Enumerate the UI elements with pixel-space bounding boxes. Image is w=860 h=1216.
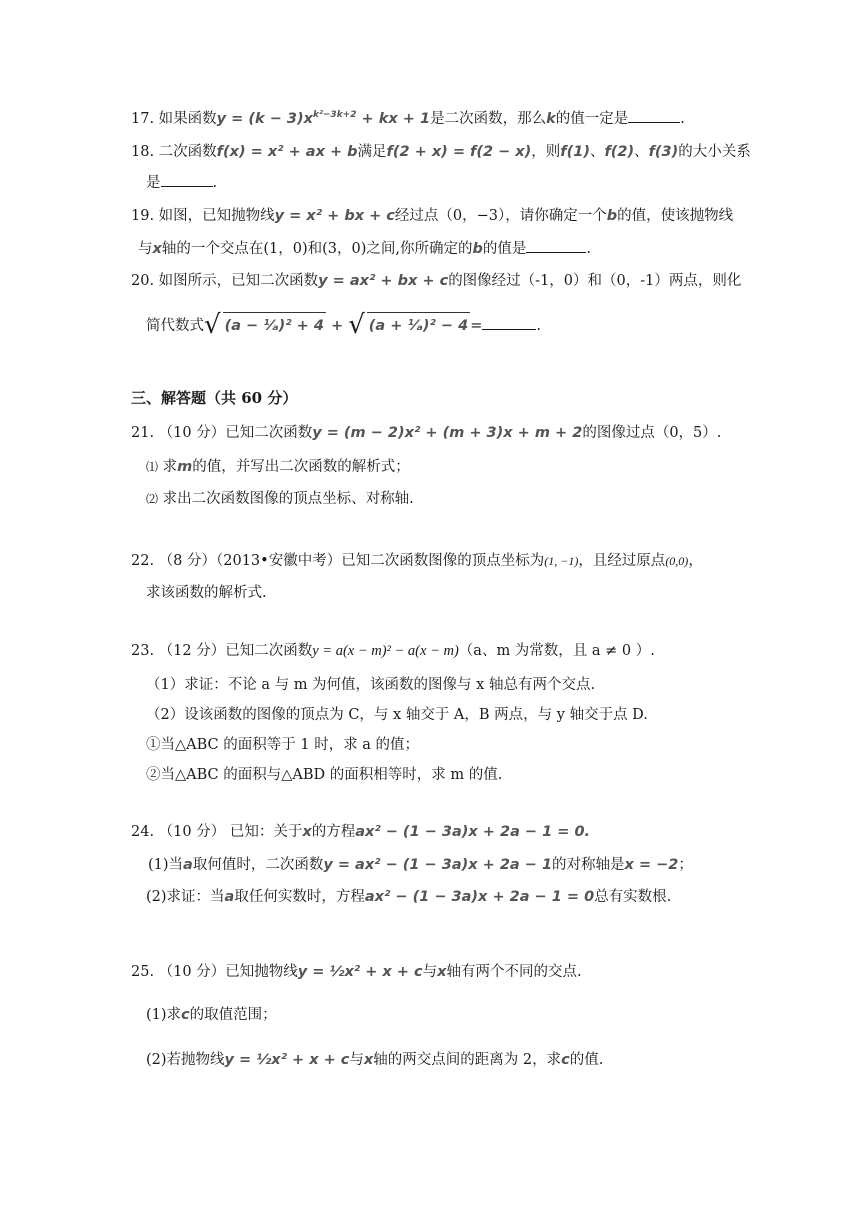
q18-condition: f(2 + x) = f(2 − x): [386, 144, 532, 160]
q22-origin: (0,0): [665, 554, 689, 568]
q25-p1-b: 的取值范围；: [189, 1007, 277, 1023]
q25-mid: 与: [422, 964, 438, 980]
q18-end: .: [212, 175, 218, 191]
q17-var: k: [546, 111, 556, 127]
q24-p1-end: ；: [678, 857, 693, 873]
q21-p1-a: 求: [158, 459, 178, 475]
q23-tail: （a、m 为常数，且 a ≠ 0 ）.: [458, 643, 655, 659]
question-21: [131, 423, 721, 443]
q18-sep2: 、: [634, 144, 649, 160]
q20-line2: 简代数式: [146, 318, 204, 334]
q17-formula-a: y = (k − 3)x: [216, 111, 313, 127]
q20-prefix: 20. 如图所示，已知二次函数: [131, 273, 319, 289]
q19-tail: 的值，使该抛物线: [617, 208, 734, 224]
q23-sub2: ②当△ABC 的面积与△ABD 的面积相等时，求 m 的值.: [146, 767, 503, 783]
question-22-line2: 求该函数的解析式.: [146, 585, 267, 601]
q18-f1: f(1): [560, 144, 590, 160]
q25-tail: 轴有两个不同的交点.: [446, 964, 582, 980]
q20-radical-1: (a − ¹⁄ₐ)² + 4: [223, 312, 326, 339]
question-18: [131, 142, 751, 162]
q18-f3: f(3): [648, 144, 679, 160]
q21-p2-num: ⑵: [146, 492, 159, 506]
q21-p2: 求出二次函数图像的顶点坐标、对称轴.: [158, 491, 414, 507]
q20-end: .: [536, 318, 541, 334]
q24-p2-b: 取任何实数时，方程: [234, 889, 365, 905]
q25-p1-var: c: [181, 1007, 190, 1023]
q23-prefix: 23. （12 分）已知二次函数: [131, 643, 313, 659]
q19-formula: y = x² + bx + c: [274, 208, 395, 224]
q20-radical-2: (a + ¹⁄ₐ)² − 4: [367, 312, 470, 339]
q22-line1-a: 22. （8 分）（2013•安徽中考）已知二次函数图像的顶点坐标为: [131, 553, 545, 569]
q18-mid2: ，则: [531, 144, 561, 160]
question-19-line2: [138, 238, 591, 259]
q21-prefix: 21. （10 分）已知二次函数: [131, 425, 313, 441]
question-18-line2: [146, 172, 217, 193]
q18-mid1: 满足: [357, 144, 387, 160]
q25-p2-d: 的值.: [569, 1052, 604, 1068]
q24-p1-a: (1)当: [148, 857, 184, 873]
q24-p1-axis: x = −2: [624, 857, 679, 873]
q24-p1-formula: y = ax² − (1 − 3a)x + 2a − 1: [323, 857, 553, 873]
q25-p2-a: (2)若抛物线: [146, 1052, 225, 1068]
q24-p2-a: (2)求证：当: [146, 889, 225, 905]
question-24-part1: [148, 855, 693, 875]
q20-answer-blank[interactable]: [482, 315, 536, 330]
question-21-part2: [146, 489, 414, 509]
q18-answer-blank[interactable]: [161, 172, 213, 187]
q24-p2-var: a: [224, 889, 235, 905]
q17-formula-b: + kx + 1: [356, 111, 431, 127]
q25-prefix: 25. （10 分）已知抛物线: [131, 964, 298, 980]
q19-end: .: [586, 241, 591, 257]
q18-f2: f(2): [604, 144, 635, 160]
q21-tail: 的图像过点（0，5）.: [582, 425, 722, 441]
question-19: [131, 206, 733, 226]
q21-formula: y = (m − 2)x² + (m + 3)x + m + 2: [312, 425, 583, 441]
q20-eq: =: [470, 318, 483, 334]
question-24-part2: [146, 887, 671, 907]
q25-p2-var: c: [561, 1052, 570, 1068]
question-24: [131, 822, 590, 842]
q19-var-b2: b: [472, 241, 483, 257]
q24-p2-c: 总有实数根.: [594, 889, 672, 905]
q19-mid: 经过点（0，−3），请你确定一个: [394, 208, 607, 224]
q24-p1-b: 取何值时，二次函数: [192, 857, 324, 873]
q19-line2-b: 轴的一个交点在(1，0)和(3，0)之间,你所确定的: [161, 241, 473, 257]
sqrt-symbol-1: √: [204, 310, 221, 340]
q24-p1-c: 的对称轴是: [552, 857, 625, 873]
section-3-title: 三、解答题（共 60 分）: [131, 389, 298, 407]
q17-exponent: k²−3k+2: [312, 110, 357, 121]
question-25-part2: [146, 1050, 603, 1070]
q20-tail: 的图像经过（-1，0）和（0，-1）两点，则化: [448, 273, 742, 289]
q23-part1: （1）求证：不论 a 与 m 为何值，该函数的图像与 x 轴总有两个交点.: [146, 677, 596, 693]
q19-line2-a: 与: [138, 241, 153, 257]
q25-p1-a: (1)求: [146, 1007, 182, 1023]
sqrt-symbol-2: √: [348, 310, 365, 340]
q20-formula: y = ax² + bx + c: [318, 273, 449, 289]
question-23: [131, 641, 655, 661]
q23-part2: （2）设该函数的图像的顶点为 C，与 x 轴交于 A，B 两点，与 y 轴交于点 D.: [146, 707, 648, 723]
q19-line2-c: 的值是: [482, 241, 527, 257]
question-20-line2: [146, 312, 541, 339]
q18-prefix: 18. 二次函数: [131, 144, 217, 160]
q24-p1-var: a: [183, 857, 193, 873]
question-20: [131, 271, 741, 291]
q19-prefix: 19. 如图，已知抛物线: [131, 208, 275, 224]
question-21-part1: [146, 457, 410, 477]
q17-mid: 是二次函数，那么: [430, 111, 547, 127]
q18-sep1: 、: [589, 144, 605, 160]
q18-tail: 的大小关系: [678, 144, 751, 160]
q24-equation: ax² − (1 − 3a)x + 2a − 1 = 0.: [355, 824, 591, 840]
q25-p2-c: 轴的两交点间的距离为 2，求: [373, 1052, 562, 1068]
q25-p2-formula: y = ½x² + x + c: [224, 1052, 350, 1068]
q17-prefix: 17. 如果函数: [131, 111, 217, 127]
q21-p1-b: 的值，并写出二次函数的解析式；: [192, 459, 410, 475]
q21-p1-num: ⑴: [146, 460, 159, 474]
question-25-part1: [146, 1005, 277, 1025]
question-22: [131, 551, 703, 571]
q17-end: .: [680, 111, 685, 127]
q24-p2-equation: ax² − (1 − 3a)x + 2a − 1 = 0: [364, 889, 595, 905]
q20-plus: +: [325, 318, 349, 334]
q18-formula: f(x) = x² + ax + b: [216, 144, 358, 160]
q17-answer-blank[interactable]: [628, 108, 680, 123]
question-25: [131, 962, 582, 982]
q17-suffix: 的值一定是: [555, 111, 629, 127]
q19-var-b: b: [606, 208, 618, 224]
q23-formula: y = a(x − m)² − a(x − m): [312, 643, 459, 659]
q24-mid: 的方程: [311, 824, 356, 840]
q25-formula: y = ½x² + x + c: [297, 964, 423, 980]
q19-answer-blank[interactable]: [526, 238, 586, 253]
q23-sub1: ①当△ABC 的面积等于 1 时，求 a 的值；: [146, 737, 420, 753]
q25-p2-b: 与: [349, 1052, 364, 1068]
q24-var-x: x: [302, 824, 312, 840]
q25-var-x: x: [437, 964, 447, 980]
q22-line1-c: ，: [688, 553, 703, 569]
q18-line2: 是: [146, 175, 161, 191]
q21-p1-var: m: [177, 459, 193, 475]
q22-vertex: (1, −1): [544, 554, 579, 568]
q25-p2-x: x: [363, 1052, 374, 1068]
q22-line1-b: ，且经过原点: [578, 553, 666, 569]
question-17: [131, 108, 685, 129]
q24-prefix: 24. （10 分） 已知：关于: [131, 824, 303, 840]
q19-var-x: x: [152, 241, 162, 257]
